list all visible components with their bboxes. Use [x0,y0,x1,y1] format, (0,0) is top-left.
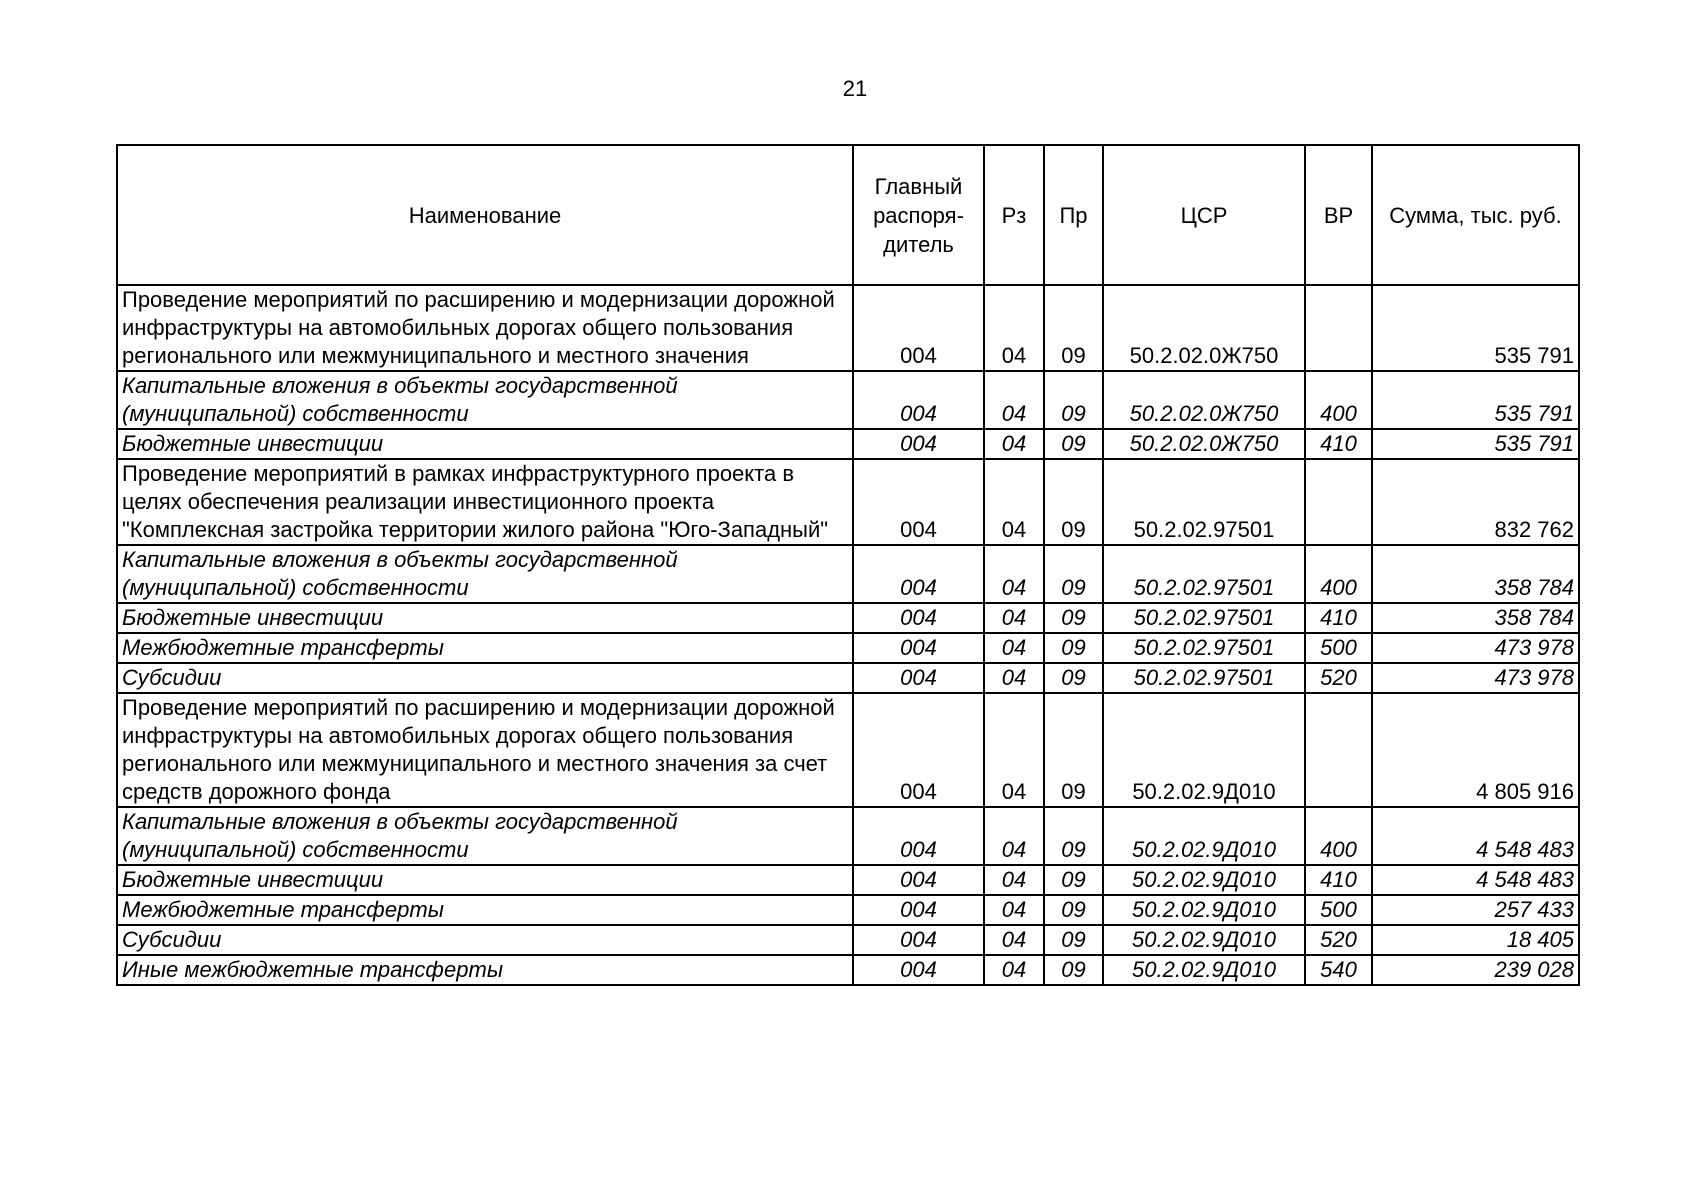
cell-subsection: 09 [1044,895,1103,925]
cell-section: 04 [984,545,1044,603]
cell-subsection: 09 [1044,429,1103,459]
cell-section: 04 [984,285,1044,371]
cell-section: 04 [984,371,1044,429]
table-row [117,895,1579,925]
cell-main-manager: 004 [853,603,984,633]
cell-expense-type: 410 [1305,429,1372,459]
cell-main-manager: 004 [853,955,984,985]
cell-main-manager: 004 [853,895,984,925]
cell-amount: 535 791 [1372,371,1579,429]
cell-section: 04 [984,865,1044,895]
cell-subsection: 09 [1044,693,1103,807]
table-row [117,459,1579,545]
cell-section: 04 [984,603,1044,633]
cell-target-article: 50.2.02.0Ж750 [1103,371,1305,429]
cell-section: 04 [984,429,1044,459]
cell-main-manager: 004 [853,459,984,545]
cell-amount: 257 433 [1372,895,1579,925]
cell-main-manager: 004 [853,693,984,807]
cell-section: 04 [984,663,1044,693]
cell-subsection: 09 [1044,955,1103,985]
header-name: Наименование [117,145,853,285]
cell-section: 04 [984,633,1044,663]
cell-target-article: 50.2.02.9Д010 [1103,925,1305,955]
cell-expense-type: 540 [1305,955,1372,985]
cell-main-manager: 004 [853,545,984,603]
table-row [117,545,1579,603]
header-section: Рз [984,145,1044,285]
header-target-article: ЦСР [1103,145,1305,285]
table-row [117,807,1579,865]
cell-amount: 358 784 [1372,603,1579,633]
cell-expense-type: 410 [1305,865,1372,895]
cell-target-article: 50.2.02.9Д010 [1103,865,1305,895]
cell-target-article: 50.2.02.0Ж750 [1103,429,1305,459]
cell-name: Капитальные вложения в объекты государственной (муниципальной) собственности [117,545,853,603]
page-number: 21 [842,76,868,101]
cell-expense-type: 520 [1305,925,1372,955]
cell-expense-type [1305,693,1372,807]
cell-expense-type [1305,459,1372,545]
cell-subsection: 09 [1044,807,1103,865]
cell-name: Проведение мероприятий по расширению и модернизации дорожной инфраструктуры на автомобильных дорогах общего пользования регионального или межмуниципального и местного значения [117,285,853,371]
cell-target-article: 50.2.02.9Д010 [1103,807,1305,865]
budget-table [116,144,1580,986]
cell-name: Бюджетные инвестиции [117,603,853,633]
table-row [117,865,1579,895]
cell-amount: 4 805 916 [1372,693,1579,807]
cell-amount: 4 548 483 [1372,865,1579,895]
cell-name: Субсидии [117,663,853,693]
cell-expense-type: 500 [1305,633,1372,663]
cell-target-article: 50.2.02.97501 [1103,603,1305,633]
cell-target-article: 50.2.02.9Д010 [1103,955,1305,985]
cell-expense-type: 500 [1305,895,1372,925]
cell-name: Иные межбюджетные трансферты [117,955,853,985]
cell-expense-type: 520 [1305,663,1372,693]
cell-name: Бюджетные инвестиции [117,865,853,895]
cell-subsection: 09 [1044,865,1103,895]
cell-section: 04 [984,459,1044,545]
cell-name: Проведение мероприятий по расширению и модернизации дорожной инфраструктуры на автомобильных дорогах общего пользования регионального или межмуниципального и местного значения за счет средств дорожного фонда [117,693,853,807]
cell-subsection: 09 [1044,371,1103,429]
cell-target-article: 50.2.02.97501 [1103,545,1305,603]
cell-subsection: 09 [1044,925,1103,955]
table-row [117,603,1579,633]
cell-main-manager: 004 [853,371,984,429]
cell-name: Бюджетные инвестиции [117,429,853,459]
cell-expense-type: 400 [1305,545,1372,603]
cell-amount: 473 978 [1372,633,1579,663]
cell-subsection: 09 [1044,663,1103,693]
cell-name: Капитальные вложения в объекты государственной (муниципальной) собственности [117,807,853,865]
cell-section: 04 [984,807,1044,865]
cell-subsection: 09 [1044,285,1103,371]
cell-name: Капитальные вложения в объекты государственной (муниципальной) собственности [117,371,853,429]
cell-amount: 832 762 [1372,459,1579,545]
table-row [117,693,1579,807]
cell-target-article: 50.2.02.9Д010 [1103,895,1305,925]
header-expense-type: ВР [1305,145,1372,285]
cell-target-article: 50.2.02.97501 [1103,663,1305,693]
cell-main-manager: 004 [853,925,984,955]
cell-subsection: 09 [1044,545,1103,603]
cell-main-manager: 004 [853,807,984,865]
cell-name: Проведение мероприятий в рамках инфраструктурного проекта в целях обеспечения реализации инвестиционного проекта "Комплексная застройка территории жилого района "Юго-Западный" [117,459,853,545]
table-row [117,371,1579,429]
header-subsection: Пр [1044,145,1103,285]
cell-section: 04 [984,693,1044,807]
cell-amount: 535 791 [1372,429,1579,459]
cell-main-manager: 004 [853,633,984,663]
table-row [117,955,1579,985]
cell-amount: 239 028 [1372,955,1579,985]
table-row [117,663,1579,693]
cell-subsection: 09 [1044,633,1103,663]
cell-name: Межбюджетные трансферты [117,633,853,663]
cell-main-manager: 004 [853,429,984,459]
cell-main-manager: 004 [853,663,984,693]
cell-target-article: 50.2.02.9Д010 [1103,693,1305,807]
cell-amount: 18 405 [1372,925,1579,955]
table-header-row [117,145,1579,285]
cell-main-manager: 004 [853,865,984,895]
table-row [117,633,1579,663]
cell-amount: 358 784 [1372,545,1579,603]
header-main-manager: Главный распоря-дитель [853,145,984,285]
header-amount: Сумма, тыс. руб. [1372,145,1579,285]
cell-section: 04 [984,925,1044,955]
cell-subsection: 09 [1044,459,1103,545]
cell-amount: 4 548 483 [1372,807,1579,865]
table-row [117,429,1579,459]
cell-expense-type: 410 [1305,603,1372,633]
cell-amount: 535 791 [1372,285,1579,371]
cell-section: 04 [984,895,1044,925]
cell-amount: 473 978 [1372,663,1579,693]
cell-name: Субсидии [117,925,853,955]
cell-name: Межбюджетные трансферты [117,895,853,925]
cell-main-manager: 004 [853,285,984,371]
cell-target-article: 50.2.02.97501 [1103,633,1305,663]
cell-expense-type [1305,285,1372,371]
cell-subsection: 09 [1044,603,1103,633]
table-row [117,925,1579,955]
cell-target-article: 50.2.02.97501 [1103,459,1305,545]
cell-section: 04 [984,955,1044,985]
cell-target-article: 50.2.02.0Ж750 [1103,285,1305,371]
table-row [117,285,1579,371]
cell-expense-type: 400 [1305,371,1372,429]
cell-expense-type: 400 [1305,807,1372,865]
